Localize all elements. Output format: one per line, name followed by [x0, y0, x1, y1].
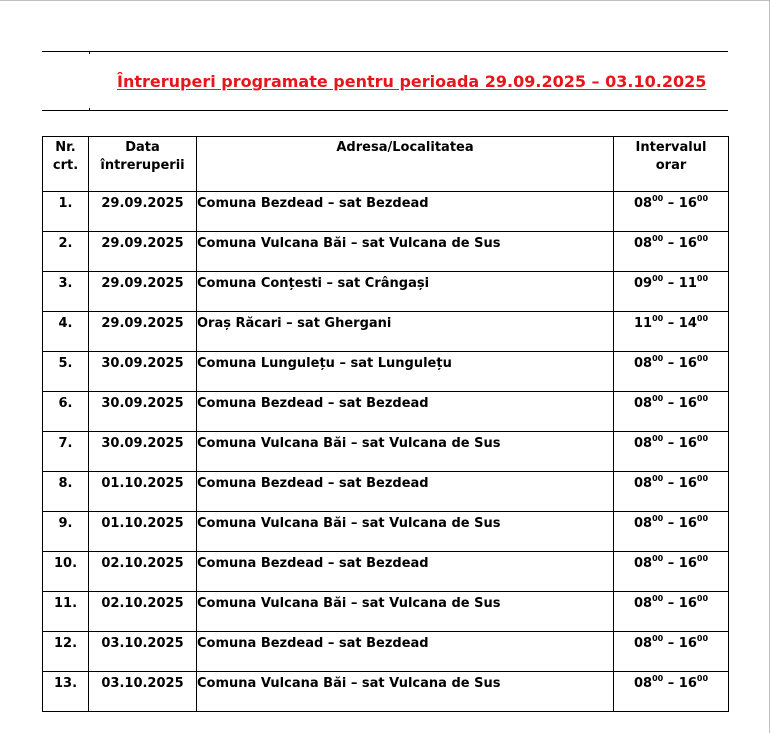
interval-end-minutes: 00	[696, 434, 709, 443]
interval-end-hour: 14	[678, 316, 697, 331]
header-address: Adresa/Localitatea	[197, 137, 614, 192]
interval-dash: –	[663, 476, 679, 491]
row-date: 02.10.2025	[89, 592, 197, 632]
table-row	[43, 632, 729, 672]
row-date: 03.10.2025	[89, 672, 197, 712]
header-nr-line1: Nr.	[55, 140, 76, 155]
interval-start-hour: 08	[633, 676, 653, 691]
table-body	[43, 192, 729, 712]
row-date: 03.10.2025	[89, 632, 197, 672]
interval-end-minutes: 00	[696, 514, 709, 523]
row-date: 29.09.2025	[89, 272, 197, 312]
interval-start-hour: 08	[633, 556, 653, 571]
interval-start-minutes: 00	[652, 194, 664, 203]
header-date	[89, 137, 197, 192]
interval-start-hour: 08	[633, 596, 653, 611]
page-title: Întreruperi programate pentru perioada 29.09.2025 – 03.10.2025	[117, 72, 707, 91]
row-address: Comuna Vulcana Băi – sat Vulcana de Sus	[197, 232, 614, 272]
interval-dash: –	[663, 276, 679, 291]
top-rule-tick	[89, 51, 90, 54]
header-interval-line1: Intervalul	[635, 140, 707, 155]
interval-start-hour: 08	[633, 196, 653, 211]
header-interval-line2: orar	[655, 158, 687, 173]
table-header-row	[43, 137, 729, 192]
table-row	[43, 392, 729, 432]
table-row	[43, 232, 729, 272]
interval-dash: –	[663, 556, 679, 571]
interval-start-minutes: 00	[652, 234, 664, 243]
interval-start-hour: 08	[633, 636, 653, 651]
interruptions-table	[42, 136, 729, 712]
interval-end-minutes: 00	[696, 554, 709, 563]
row-date: 29.09.2025	[89, 232, 197, 272]
row-number: 5.	[43, 352, 89, 392]
interval-start-hour: 08	[633, 476, 653, 491]
row-address: Comuna Vulcana Băi – sat Vulcana de Sus	[197, 512, 614, 552]
header-date-line2: întreruperii	[100, 158, 185, 173]
row-date: 02.10.2025	[89, 552, 197, 592]
interval-start-minutes: 00	[652, 554, 664, 563]
row-date: 29.09.2025	[89, 192, 197, 232]
interval-end-minutes: 00	[696, 674, 709, 683]
table-row	[43, 552, 729, 592]
interval-end-minutes: 00	[696, 634, 709, 643]
table-row	[43, 592, 729, 632]
interval-dash: –	[663, 316, 679, 331]
interval-end-hour: 16	[678, 196, 697, 211]
row-number: 2.	[43, 232, 89, 272]
row-interval	[614, 352, 729, 392]
row-date: 01.10.2025	[89, 472, 197, 512]
header-date-line1: Data	[125, 140, 160, 155]
interval-end-hour: 16	[678, 596, 697, 611]
row-number: 7.	[43, 432, 89, 472]
interval-end-hour: 16	[678, 636, 697, 651]
row-date: 29.09.2025	[89, 312, 197, 352]
interval-start-minutes: 00	[652, 394, 664, 403]
row-address: Comuna Conțesti – sat Crângași	[197, 272, 614, 312]
interval-start-minutes: 00	[652, 634, 664, 643]
header-nr	[43, 137, 89, 192]
row-number: 1.	[43, 192, 89, 232]
interval-dash: –	[663, 676, 679, 691]
row-address: Comuna Vulcana Băi – sat Vulcana de Sus	[197, 432, 614, 472]
interval-end-minutes: 00	[696, 274, 709, 283]
bottom-rule	[42, 110, 728, 111]
interval-start-hour: 09	[633, 276, 653, 291]
interval-start-hour: 11	[633, 316, 653, 331]
interval-dash: –	[663, 196, 679, 211]
interval-start-hour: 08	[633, 356, 653, 371]
row-interval	[614, 232, 729, 272]
row-interval	[614, 192, 729, 232]
row-number: 6.	[43, 392, 89, 432]
interval-end-minutes: 00	[696, 314, 709, 323]
interval-start-minutes: 00	[652, 474, 664, 483]
interval-end-hour: 16	[678, 236, 697, 251]
interval-start-minutes: 00	[652, 594, 664, 603]
row-date: 30.09.2025	[89, 352, 197, 392]
interval-end-hour: 16	[678, 436, 697, 451]
row-date: 01.10.2025	[89, 512, 197, 552]
table-row	[43, 312, 729, 352]
row-interval	[614, 672, 729, 712]
page-top-border	[0, 0, 770, 1]
interval-end-hour: 16	[678, 396, 697, 411]
interval-start-minutes: 00	[652, 314, 664, 323]
table-row	[43, 192, 729, 232]
row-number: 9.	[43, 512, 89, 552]
row-address: Comuna Vulcana Băi – sat Vulcana de Sus	[197, 672, 614, 712]
interval-dash: –	[663, 356, 679, 371]
interval-end-minutes: 00	[696, 394, 709, 403]
interval-start-hour: 08	[633, 396, 653, 411]
watermark	[215, 520, 565, 540]
row-number: 12.	[43, 632, 89, 672]
row-interval	[614, 592, 729, 632]
header-nr-line2: crt.	[52, 158, 79, 173]
row-number: 3.	[43, 272, 89, 312]
table-row	[43, 672, 729, 712]
row-address: Oraș Răcari – sat Ghergani	[197, 312, 614, 352]
interval-start-minutes: 00	[652, 434, 664, 443]
interval-end-hour: 16	[678, 676, 697, 691]
header-interval	[614, 137, 729, 192]
interval-end-hour: 16	[678, 556, 697, 571]
interval-dash: –	[663, 396, 679, 411]
row-number: 13.	[43, 672, 89, 712]
interval-start-minutes: 00	[652, 274, 664, 283]
table-row	[43, 432, 729, 472]
interval-end-hour: 16	[678, 516, 697, 531]
row-address: Comuna Bezdead – sat Bezdead	[197, 472, 614, 512]
interval-end-minutes: 00	[696, 474, 709, 483]
row-address: Comuna Bezdead – sat Bezdead	[197, 392, 614, 432]
top-rule	[42, 51, 728, 52]
row-interval	[614, 392, 729, 432]
row-date: 30.09.2025	[89, 392, 197, 432]
interval-start-minutes: 00	[652, 674, 664, 683]
row-number: 8.	[43, 472, 89, 512]
table-row	[43, 472, 729, 512]
row-interval	[614, 472, 729, 512]
row-interval	[614, 432, 729, 472]
interval-dash: –	[663, 636, 679, 651]
interval-end-minutes: 00	[696, 194, 709, 203]
row-address: Comuna Bezdead – sat Bezdead	[197, 552, 614, 592]
interval-start-minutes: 00	[652, 514, 664, 523]
table-row	[43, 272, 729, 312]
interval-end-minutes: 00	[696, 234, 709, 243]
row-number: 10.	[43, 552, 89, 592]
row-address: Comuna Bezdead – sat Bezdead	[197, 632, 614, 672]
row-interval	[614, 512, 729, 552]
row-date: 30.09.2025	[89, 432, 197, 472]
table-row	[43, 352, 729, 392]
interval-start-minutes: 00	[652, 354, 664, 363]
row-interval	[614, 272, 729, 312]
bottom-rule-tick	[89, 108, 90, 111]
row-address: Comuna Lungulețu – sat Lungulețu	[197, 352, 614, 392]
interval-end-hour: 16	[678, 356, 697, 371]
interval-end-minutes: 00	[696, 354, 709, 363]
row-interval	[614, 632, 729, 672]
interval-end-hour: 11	[678, 276, 697, 291]
interval-start-hour: 08	[633, 236, 653, 251]
interval-end-minutes: 00	[696, 594, 709, 603]
row-address: Comuna Bezdead – sat Bezdead	[197, 192, 614, 232]
interval-dash: –	[663, 436, 679, 451]
row-number: 4.	[43, 312, 89, 352]
interval-dash: –	[663, 516, 679, 531]
interval-start-hour: 08	[633, 516, 653, 531]
interval-end-hour: 16	[678, 476, 697, 491]
row-number: 11.	[43, 592, 89, 632]
row-interval	[614, 312, 729, 352]
interval-dash: –	[663, 596, 679, 611]
row-address: Comuna Vulcana Băi – sat Vulcana de Sus	[197, 592, 614, 632]
interval-start-hour: 08	[633, 436, 653, 451]
row-interval	[614, 552, 729, 592]
interval-dash: –	[663, 236, 679, 251]
